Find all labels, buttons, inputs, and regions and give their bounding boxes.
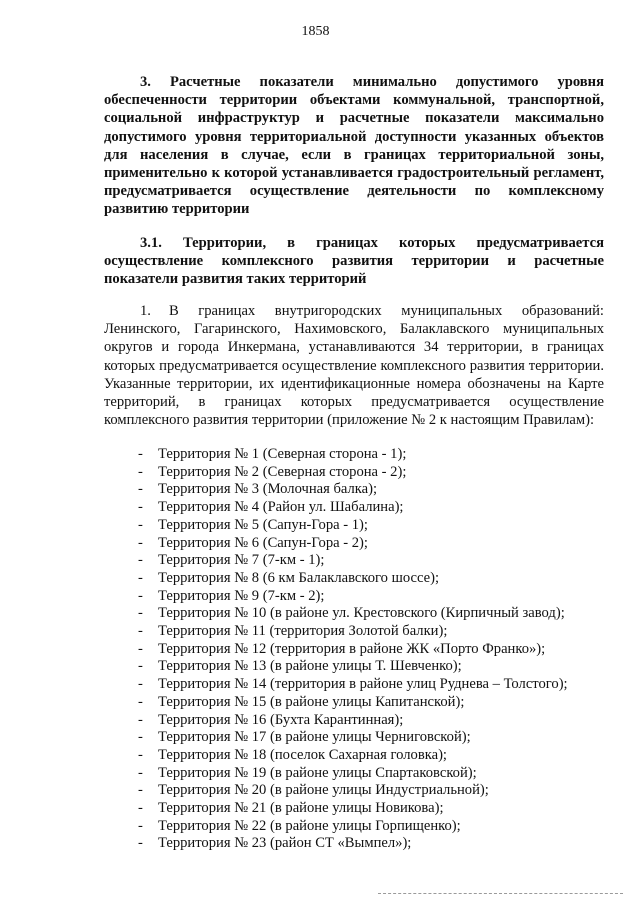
section-3-heading: 3. Расчетные показатели минимально допустимого уровня обеспеченности территории объектами коммунальной, транспортной, социальной инфраструктур и расчетные показатели максимально допустимого уровня территориальной доступности указанных объектов для населения в случае, если в границах территориальной зоны, применительно к которой устанавливается градостроительный регламент, предусматривается осуществление деятельности по комплексному развитию территории [104, 74, 604, 218]
territory-list-item [138, 747, 568, 765]
territory-label: Территория № 5 (Сапун-Гора - 1); [158, 516, 368, 533]
territory-label: Территория № 13 (в районе улицы Т. Шевченко); [158, 658, 462, 675]
territory-list-item [138, 765, 568, 783]
list-bullet-dash: - [138, 516, 143, 533]
territory-list-item [138, 800, 568, 818]
paragraph-1 [104, 302, 604, 429]
list-bullet-dash: - [138, 676, 143, 693]
territory-label: Территория № 9 (7-км - 2); [158, 587, 325, 604]
territory-label: Территория № 21 (в районе улицы Новикова); [158, 800, 444, 817]
territory-list-item [138, 570, 568, 588]
list-bullet-dash: - [138, 499, 143, 516]
territory-list-item [138, 712, 568, 730]
territory-list-item [138, 588, 568, 606]
territory-label: Территория № 19 (в районе улицы Спартаковской); [158, 764, 477, 781]
territory-label: Территория № 14 (территория в районе улиц Руднева – Толстого); [158, 676, 568, 693]
territory-label: Территория № 22 (в районе улицы Горпищенко); [158, 817, 461, 834]
territory-list-item [138, 729, 568, 747]
territory-list-item [138, 676, 568, 694]
list-bullet-dash: - [138, 658, 143, 675]
territory-list-item [138, 623, 568, 641]
section-3-1-heading: 3.1. Территории, в границах которых предусматривается осуществление комплексного развития территории и расчетные показатели развития таких территорий [104, 235, 604, 288]
paragraph-text: В границах внутригородских муниципальных образований: Ленинского, Гагаринского, Нахимовского, Балаклавского муниципальных округов и города Инкермана, устанавливаются 34 территории, в границах которых предусматривается осуществление комплексного развития территории. Указанные территории, их идентификационные номера обозначены на Карте территорий, в границах которых предусматривается осуществление комплексного развития территории (приложение № 2 к настоящим Правилам): [104, 303, 604, 429]
list-bullet-dash: - [138, 800, 143, 817]
list-bullet-dash: - [138, 552, 143, 569]
list-bullet-dash: - [138, 711, 143, 728]
territory-label: Территория № 6 (Сапун-Гора - 2); [158, 534, 368, 551]
territory-label: Территория № 12 (территория в районе ЖК «Порто Франко»); [158, 640, 546, 657]
list-bullet-dash: - [138, 746, 143, 763]
list-bullet-dash: - [138, 764, 143, 781]
territory-label: Территория № 16 (Бухта Карантинная); [158, 711, 404, 728]
territory-label: Территория № 4 (Район ул. Шабалина); [158, 499, 404, 516]
list-bullet-dash: - [138, 463, 143, 480]
territory-label: Территория № 11 (территория Золотой балки); [158, 623, 448, 640]
footer-divider [378, 893, 623, 894]
territory-list-item [138, 835, 568, 853]
territory-list-item [138, 446, 568, 464]
territory-list-item [138, 481, 568, 499]
list-bullet-dash: - [138, 782, 143, 799]
territory-list-item [138, 782, 568, 800]
list-bullet-dash: - [138, 623, 143, 640]
territory-label: Территория № 15 (в районе улицы Капитанской); [158, 693, 465, 710]
list-bullet-dash: - [138, 693, 143, 710]
territory-label: Территория № 3 (Молочная балка); [158, 481, 378, 498]
territory-label: Территория № 10 (в районе ул. Крестовского (Кирпичный завод); [158, 605, 565, 622]
territory-label: Территория № 2 (Северная сторона - 2); [158, 463, 407, 480]
territory-label: Территория № 23 (район СТ «Вымпел»); [158, 835, 412, 852]
paragraph-number: 1. [140, 303, 151, 319]
list-bullet-dash: - [138, 569, 143, 586]
list-bullet-dash: - [138, 817, 143, 834]
territory-list-item [138, 818, 568, 836]
list-bullet-dash: - [138, 481, 143, 498]
territory-list-item [138, 499, 568, 517]
territory-list-item [138, 517, 568, 535]
territory-list-item [138, 658, 568, 676]
list-bullet-dash: - [138, 640, 143, 657]
territory-list-item [138, 552, 568, 570]
territory-list-item [138, 605, 568, 623]
list-bullet-dash: - [138, 534, 143, 551]
territory-label: Территория № 18 (поселок Сахарная головка); [158, 746, 447, 763]
list-bullet-dash: - [138, 446, 143, 462]
territory-label: Территория № 7 (7-км - 1); [158, 552, 325, 569]
territory-label: Территория № 1 (Северная сторона - 1); [158, 446, 407, 462]
page-number: 1858 [301, 24, 330, 39]
list-bullet-dash: - [138, 605, 143, 622]
territory-label: Территория № 17 (в районе улицы Черниговской); [158, 729, 471, 746]
list-bullet-dash: - [138, 587, 143, 604]
territory-list-item [138, 535, 568, 553]
territory-list-item [138, 694, 568, 712]
list-bullet-dash: - [138, 835, 143, 852]
territory-label: Территория № 8 (6 км Балаклавского шоссе); [158, 569, 440, 586]
territory-list [138, 446, 568, 853]
territory-list-item [138, 641, 568, 659]
list-bullet-dash: - [138, 729, 143, 746]
territory-list-item [138, 464, 568, 482]
territory-label: Территория № 20 (в районе улицы Индустриальной); [158, 782, 489, 799]
